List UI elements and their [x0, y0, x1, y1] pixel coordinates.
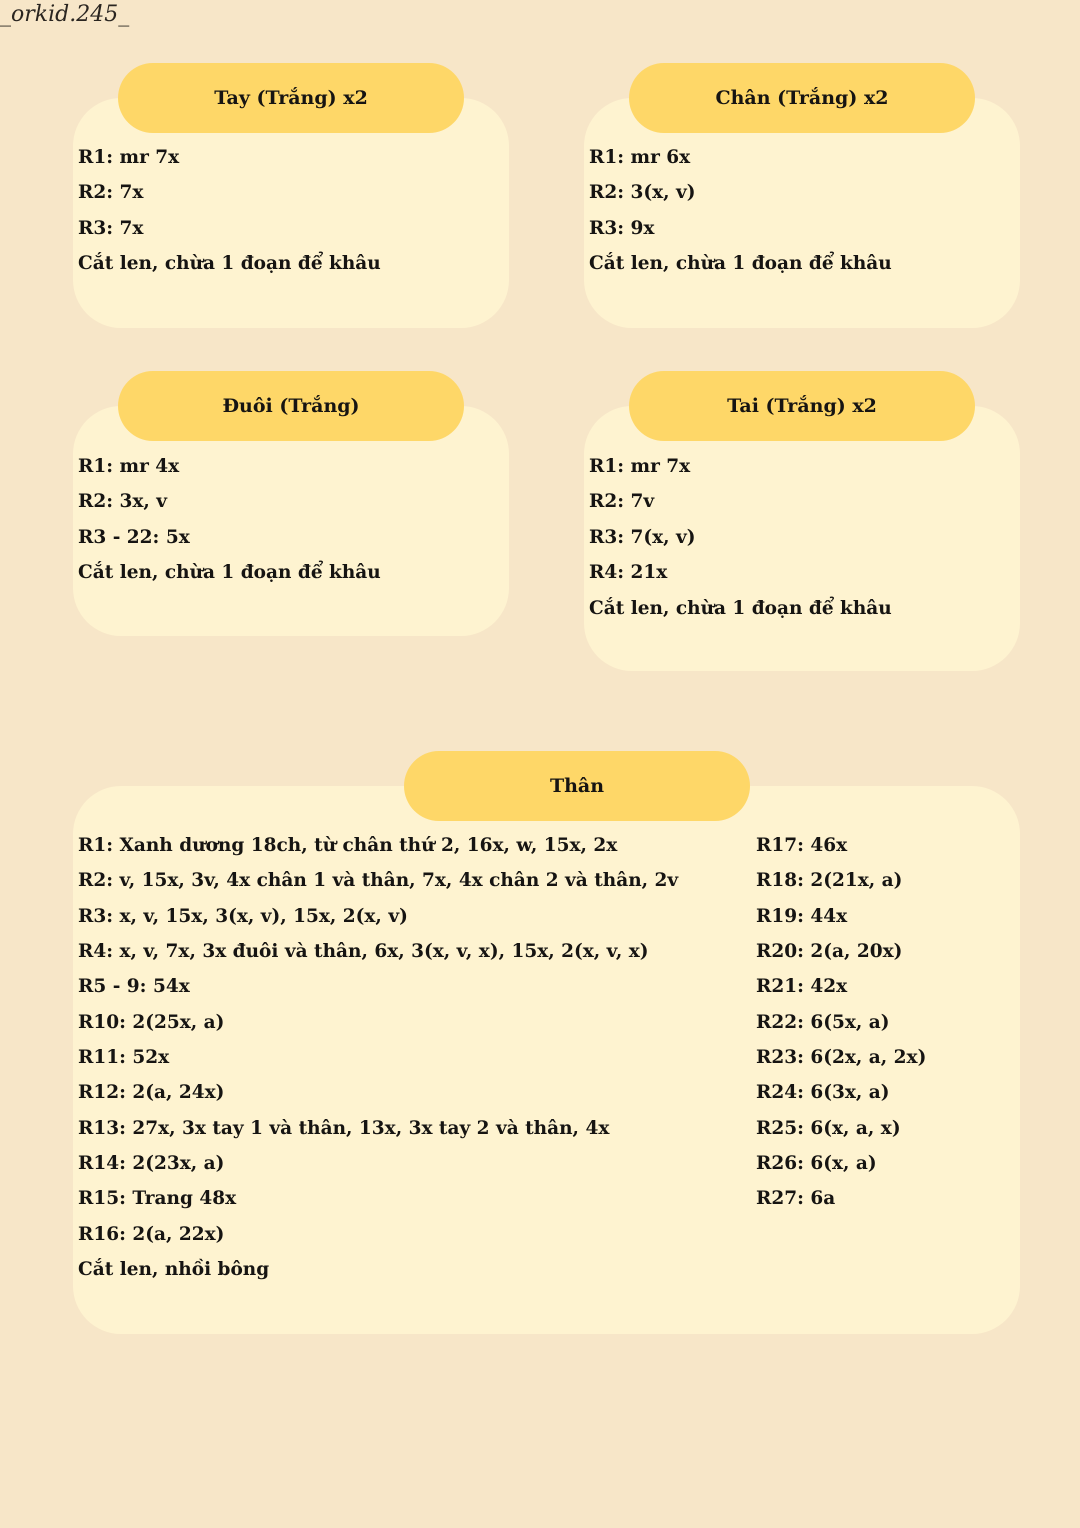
pattern-line: R2: 3(x, v) [589, 182, 696, 204]
title-chan: Chân (Trắng) x2 [629, 63, 975, 133]
pattern-line: R27: 6a [756, 1188, 836, 1210]
pattern-line: R2: 7x [78, 182, 144, 204]
pattern-line: R4: x, v, 7x, 3x đuôi và thân, 6x, 3(x, v, x), 15x, 2(x, v, x) [78, 941, 649, 963]
lines-tay [78, 143, 381, 285]
pattern-line: R15: Trang 48x [78, 1188, 237, 1210]
pattern-line: R1: mr 6x [589, 147, 691, 168]
pattern-line: R12: 2(a, 24x) [78, 1082, 225, 1104]
title-tai: Tai (Trắng) x2 [629, 371, 975, 441]
pattern-line: R3: 9x [589, 217, 655, 239]
pattern-line: Cắt len, chừa 1 đoạn để khâu [78, 253, 381, 275]
pattern-line: R11: 52x [78, 1047, 170, 1069]
pattern-line: R10: 2(25x, a) [78, 1011, 225, 1033]
pattern-line: R2: 7v [589, 491, 655, 513]
lines-duoi [78, 452, 381, 594]
pattern-line: R1: Xanh dương 18ch, từ chân thứ 2, 16x, w, 15x, 2x [78, 835, 618, 856]
pattern-line: R23: 6(2x, a, 2x) [756, 1047, 927, 1069]
pattern-line: R1: mr 7x [78, 147, 180, 168]
pattern-line: R26: 6(x, a) [756, 1153, 877, 1175]
pattern-line: Cắt len, chừa 1 đoạn để khâu [78, 562, 381, 584]
title-duoi: Đuôi (Trắng) [118, 371, 464, 441]
pattern-line: R25: 6(x, a, x) [756, 1117, 901, 1139]
pattern-line: R14: 2(23x, a) [78, 1153, 225, 1175]
title-tay: Tay (Trắng) x2 [118, 63, 464, 133]
pattern-line: R13: 27x, 3x tay 1 và thân, 13x, 3x tay 2 và thân, 4x [78, 1117, 610, 1139]
pattern-line: R1: mr 7x [589, 456, 691, 477]
title-than: Thân [404, 751, 750, 821]
pattern-line: Cắt len, chừa 1 đoạn để khâu [589, 597, 892, 619]
pattern-line: R21: 42x [756, 976, 848, 998]
pattern-line: R3 - 22: 5x [78, 526, 190, 548]
pattern-line: Cắt len, nhồi bông [78, 1259, 270, 1281]
pattern-line: R2: 3x, v [78, 491, 168, 513]
watermark: _orkid.245_ [0, 2, 130, 27]
lines-chan [589, 143, 892, 285]
pattern-line: Cắt len, chừa 1 đoạn để khâu [589, 253, 892, 275]
pattern-line: R18: 2(21x, a) [756, 870, 903, 892]
lines-than-left [78, 831, 678, 1290]
pattern-line: R5 - 9: 54x [78, 976, 190, 998]
pattern-line: R24: 6(3x, a) [756, 1082, 890, 1104]
pattern-line: R17: 46x [756, 835, 848, 856]
pattern-line: R4: 21x [589, 562, 668, 584]
pattern-line: R3: 7(x, v) [589, 526, 696, 548]
pattern-line: R1: mr 4x [78, 456, 180, 477]
pattern-line: R16: 2(a, 22x) [78, 1223, 225, 1245]
lines-tai [589, 452, 892, 629]
pattern-line: R22: 6(5x, a) [756, 1011, 890, 1033]
lines-than-right [756, 831, 926, 1220]
pattern-line: R19: 44x [756, 905, 848, 927]
pattern-line: R2: v, 15x, 3v, 4x chân 1 và thân, 7x, 4x chân 2 và thân, 2v [78, 870, 679, 892]
pattern-line: R20: 2(a, 20x) [756, 941, 903, 963]
pattern-line: R3: 7x [78, 217, 144, 239]
pattern-line: R3: x, v, 15x, 3(x, v), 15x, 2(x, v) [78, 905, 408, 927]
